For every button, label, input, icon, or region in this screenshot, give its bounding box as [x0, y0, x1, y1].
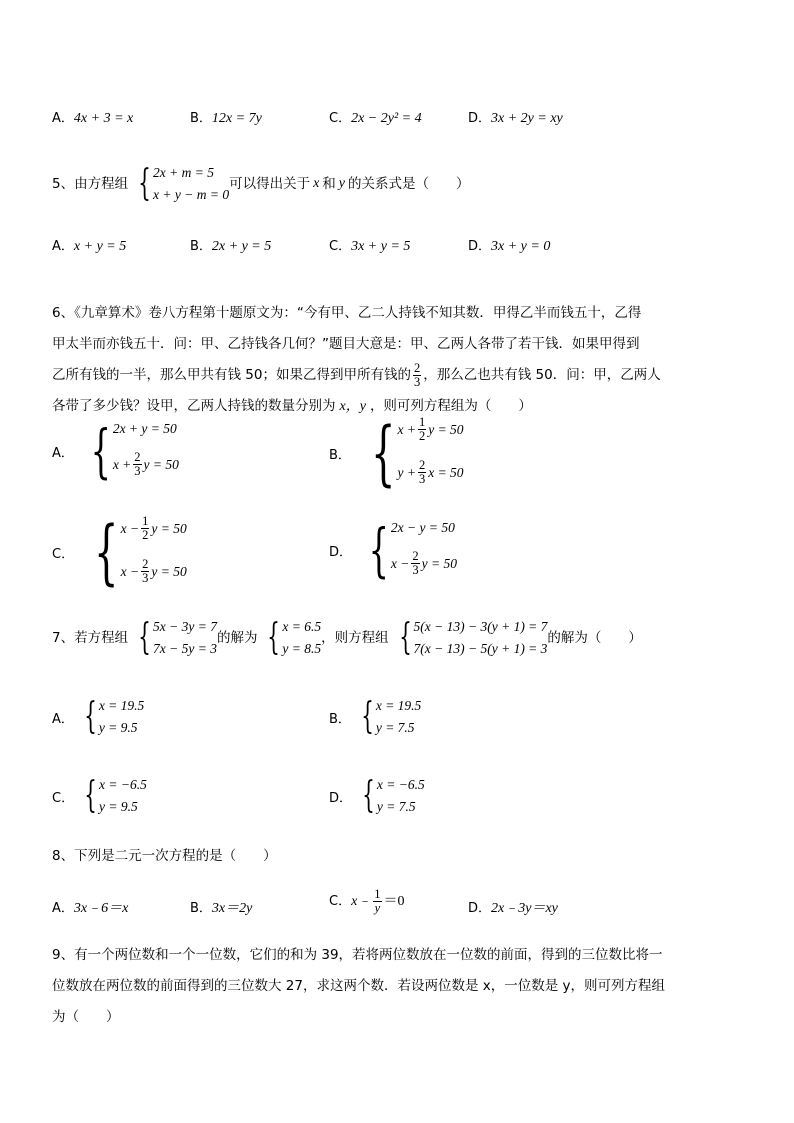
q6-b-system	[351, 412, 464, 494]
q4-option-b[interactable]	[190, 107, 262, 127]
brace-icon: {	[370, 412, 396, 494]
q6-c-eq2: x − $\frac{2}{3}$ y = 50	[120, 557, 187, 585]
q5-system	[128, 164, 229, 204]
q9-stem	[52, 940, 742, 1033]
brace-icon: {	[361, 696, 374, 737]
brace-icon: {	[84, 775, 97, 816]
q7-stem	[52, 618, 642, 658]
q6-c-system	[74, 511, 187, 593]
option-label: C．	[329, 239, 352, 254]
brace-icon: {	[138, 163, 151, 204]
option-expr: 3x＝2y	[211, 901, 253, 916]
option-label: B．	[190, 901, 212, 916]
q6-vars: x，y	[339, 399, 366, 414]
brace-icon: {	[368, 516, 389, 584]
q6-option-c[interactable]	[52, 511, 187, 593]
q7-option-b[interactable]: B． { x = 19.5 y = 7.5	[329, 696, 422, 737]
q6-d-system	[352, 516, 458, 584]
q7-t3: ，则方程组	[321, 630, 389, 646]
brace-icon: {	[362, 775, 375, 816]
q9-line2: 位数放在两位数的前面得到的三位数大 27，求这两个数．若设两位数是 x，一位数是 y，则可列方程组	[52, 978, 666, 994]
q9-line3: 为（ ）	[52, 1009, 120, 1025]
option-label: C．	[329, 893, 352, 909]
q8-option-b[interactable]	[190, 898, 252, 919]
q5-text-mid: 可以得出关于	[229, 176, 311, 192]
q7-system3: { 5(x − 13) − 3(y + 1) = 7 7(x − 13) − 5(y + 1) = 3	[398, 617, 548, 658]
q6-line2: 甲太半而亦钱五十．问：甲、乙持钱各几何？”题目大意是：甲、乙两人各带了若干钱．如果甲得到	[52, 336, 640, 352]
q9-line1: 9、有一个两位数和一个一位数，它们的和为 39，若将两位数放在一位数的前面，得到的三位数比将一	[52, 947, 663, 963]
option-label: A．	[52, 239, 74, 254]
q5-eq2: x + y − m = 0	[153, 187, 230, 202]
option-label: B．	[329, 447, 351, 463]
q6-a-system	[74, 417, 179, 485]
option-label: A．	[52, 111, 74, 126]
q6-line3: 乙所有钱的一半，那么甲共有钱 50；如果乙得到甲所有钱的 $\frac{2}{3}$ ，那么乙也共有钱 50．问：甲，乙两人	[52, 361, 661, 389]
q7-option-c[interactable]: C． { x = −6.5 y = 9.5	[52, 775, 147, 816]
q6-option-a[interactable]	[52, 417, 179, 485]
q7-option-a[interactable]: A． { x = 19.5 y = 9.5	[52, 696, 145, 737]
q7-t4: 的解为（ ）	[547, 630, 642, 646]
q6-a-eq2: x + $\frac{2}{3}$ y = 50	[112, 450, 179, 478]
option-label: C．	[52, 546, 75, 562]
q5-var-x: x	[313, 176, 320, 191]
option-expr: x + y = 5	[73, 239, 127, 254]
q8-option-c[interactable]: C． x﹣ $\frac{1}{y}$ ＝0	[329, 887, 405, 915]
q6-d-eq1: 2x − y = 50	[390, 520, 455, 535]
brace-icon: {	[138, 617, 151, 658]
q7-system2: { x = 6.5 y = 8.5	[267, 617, 322, 658]
q8-option-a[interactable]	[52, 898, 128, 919]
q7-option-d[interactable]: D． { x = −6.5 y = 7.5	[329, 775, 425, 816]
q8-option-d[interactable]	[468, 898, 558, 919]
q6-b-eq2: y + $\frac{2}{3}$ x = 50	[397, 458, 464, 486]
option-label: D．	[468, 111, 492, 126]
q6-stem	[52, 298, 742, 422]
option-label: B．	[190, 111, 212, 126]
option-label: A．	[52, 445, 74, 461]
q6-a-eq1: 2x + y = 50	[112, 421, 177, 436]
q8-stem: 8、下列是二元一次方程的是（ ）	[52, 848, 277, 864]
brace-icon: {	[94, 511, 119, 593]
q6-line1: 6、《九章算术》卷八方程第十题原文为：“今有甲、乙二人持钱不知其数．甲得乙半而钱五十，乙得	[52, 305, 642, 321]
option-label: D．	[329, 790, 353, 806]
option-expr: 2x﹣3y＝xy	[491, 901, 558, 916]
q5-number: 5、由方程组	[52, 176, 129, 192]
option-label: A．	[52, 901, 74, 916]
q6-d-eq2: x − $\frac{2}{3}$ y = 50	[390, 549, 458, 577]
q6-option-d[interactable]	[329, 516, 458, 584]
q5-option-d[interactable]	[468, 235, 550, 255]
q5-stem	[52, 164, 470, 204]
option-label: D．	[468, 239, 492, 254]
q6-line4: 各带了多少钱？设甲，乙两人持钱的数量分别为 x，y ，则可列方程组为（ ）	[52, 391, 742, 422]
option-label: D．	[468, 901, 492, 916]
option-label: C．	[52, 790, 75, 806]
q6-option-b[interactable]	[329, 412, 464, 494]
option-label: A．	[52, 711, 74, 727]
option-label: B．	[329, 711, 351, 727]
option-expr: 3x﹣6＝x	[73, 901, 129, 916]
q7-t2: 的解为	[216, 630, 258, 646]
q4-option-a[interactable]	[52, 107, 133, 127]
option-expr: 12x = 7y	[211, 111, 262, 126]
brace-icon: {	[84, 696, 97, 737]
option-label: D．	[329, 544, 353, 560]
q5-text-end: 的关系式是（ ）	[348, 176, 470, 192]
option-expr: 3x + 2y = xy	[491, 111, 563, 126]
q6-b-eq1: x + $\frac{1}{2}$ y = 50	[397, 415, 464, 443]
q7-system1: { 5x − 3y = 7 7x − 5y = 3	[138, 617, 217, 658]
q5-option-c[interactable]	[329, 235, 410, 255]
q5-eq1: 2x + m = 5	[153, 165, 214, 180]
q5-text-and: 和	[322, 176, 336, 192]
option-expr: 2x + y = 5	[211, 239, 272, 254]
option-expr: 2x − 2y² = 4	[351, 111, 422, 126]
q5-var-y: y	[338, 176, 346, 191]
brace-icon: {	[267, 617, 281, 658]
q4-option-d[interactable]	[468, 107, 563, 127]
q4-option-c[interactable]	[329, 107, 422, 127]
option-expr: 3x + y = 0	[491, 239, 551, 254]
option-label: C．	[329, 111, 352, 126]
q6-fraction: $\frac{2}{3}$	[413, 361, 421, 389]
q7-t1: 7、若方程组	[52, 630, 129, 646]
option-expr: 3x + y = 5	[351, 239, 411, 254]
q6-c-eq1: x − $\frac{1}{2}$ y = 50	[120, 514, 187, 542]
brace-icon: {	[398, 617, 412, 658]
brace-icon: {	[90, 417, 111, 485]
option-expr: 4x + 3 = x	[73, 111, 134, 126]
option-label: B．	[190, 239, 212, 254]
q8-c-fraction: $\frac{1}{y}$	[374, 887, 381, 915]
q5-option-a[interactable]	[52, 235, 126, 255]
q5-option-b[interactable]	[190, 235, 271, 255]
